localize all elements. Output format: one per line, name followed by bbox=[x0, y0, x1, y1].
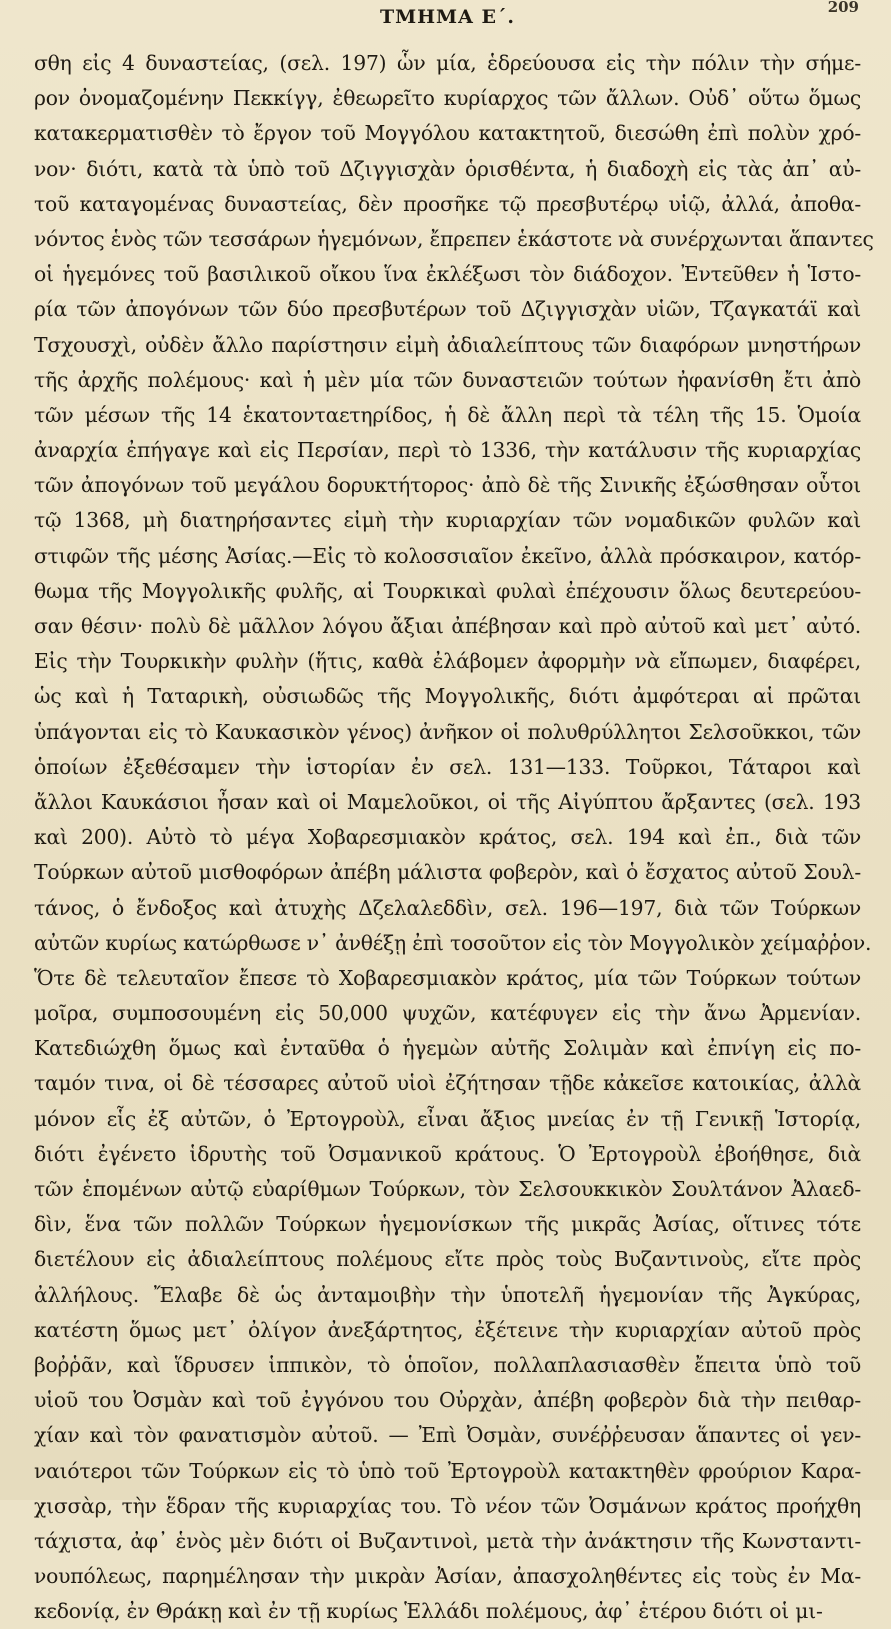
text-line: τῷ 1368, μὴ διατηρήσαντες εἰμὴ τὴν κυριαρχίαν τῶν νομαδικῶν φυλῶν καὶ bbox=[34, 508, 861, 533]
text-line: ὡς καὶ ἡ Ταταρικὴ, οὐσιωδῶς τῆς Μογγολικῆς, διότι ἀμφότεραι αἱ πρῶται bbox=[34, 684, 861, 709]
page-header bbox=[34, 0, 861, 34]
text-line: χίαν καὶ τὸν φανατισμὸν αὐτοῦ. — Ἐπὶ Ὀσμὰν, συνέῤῥευσαν ἅπαντες οἱ γεν- bbox=[34, 1423, 861, 1448]
text-line: δὶν, ἕνα τῶν πολλῶν Τούρκων ἡγεμονίσκων τῆς μικρᾶς Ἀσίας, οἵτινες τότε bbox=[34, 1212, 861, 1237]
text-line: χισσὰρ, τὴν ἕδραν τῆς κυριαρχίας του. Τὸ νέον τῶν Ὀσμάνων κράτος προήχθη bbox=[34, 1493, 861, 1518]
text-line: ρία τῶν ἀπογόνων τῶν δύο πρεσβυτέρων τοῦ Δζιγγισχὰν υἱῶν, Τζαγκατάϊ καὶ bbox=[34, 297, 861, 322]
text-line: Κατεδιώχθη ὅμως καὶ ἐνταῦθα ὁ ἡγεμὼν αὐτῆς Σολιμὰν καὶ ἐπνίγη εἰς πο- bbox=[34, 1036, 861, 1061]
text-line: Τούρκων αὐτοῦ μισθοφόρων ἀπέβη μάλιστα φοβερὸν, καὶ ὁ ἔσχατος αὐτοῦ Σουλ- bbox=[34, 860, 861, 885]
text-line: τάχιστα, ἀφ᾽ ἑνὸς μὲν διότι οἱ Βυζαντινοὶ, μετὰ τὴν ἀνάκτησιν τῆς Κωνσταντι- bbox=[34, 1528, 861, 1553]
text-line: ναιότεροι τῶν Τούρκων εἰς τὸ ὑπὸ τοῦ Ἐρτογροὺλ κατακτηθὲν φρούριον Καρα- bbox=[34, 1458, 861, 1483]
text-line: τῶν ἀπογόνων τοῦ μεγάλου δορυκτήτορος· ἀπὸ δὲ τῆς Σινικῆς ἐξώσθησαν οὗτοι bbox=[34, 473, 861, 498]
text-line: τῶν μέσων τῆς 14 ἑκατονταετηρίδος, ἡ δὲ ἄλλη περὶ τὰ τέλη τῆς 15. Ὁμοία bbox=[34, 402, 861, 427]
text-line: αὐτῶν κυρίως κατώρθωσε ν᾽ ἀνθέξῃ ἐπὶ τοσοῦτον εἰς τὸν Μογγολικὸν χείμαῤῥον. bbox=[34, 930, 872, 955]
text-body bbox=[34, 46, 874, 1629]
text-line: θωμα τῆς Μογγολικῆς φυλῆς, αἱ Τουρκικαὶ φυλαὶ ἐπέχουσιν ὅλως δευτερεύου- bbox=[34, 578, 861, 603]
text-line: Ὅτε δὲ τελευταῖον ἔπεσε τὸ Χοβαρεσμιακὸν κράτος, μία τῶν Τούρκων τούτων bbox=[34, 965, 861, 990]
text-line: ὁποίων ἐξεθέσαμεν τὴν ἱστορίαν ἐν σελ. 131—133. Τοῦρκοι, Τάταροι καὶ bbox=[34, 754, 861, 779]
text-line: κατακερματισθὲν τὸ ἔργον τοῦ Μογγόλου κατακτητοῦ, διεσώθη ἐπὶ πολὺν χρό- bbox=[34, 121, 861, 146]
text-line: τάνος, ὁ ἔνδοξος καὶ ἀτυχὴς Δζελαλεδδὶν, σελ. 196—197, διὰ τῶν Τούρκων bbox=[34, 895, 861, 920]
page-number: 209 bbox=[827, 0, 859, 16]
text-line: Τσχουσχὶ, οὐδὲν ἄλλο παρίστησιν εἰμὴ ἀδιαλείπτους τῶν διαφόρων μνηστήρων bbox=[34, 332, 861, 357]
text-line: τοῦ καταγομένας δυναστείας, δὲν προσῆκε τῷ πρεσβυτέρῳ υἱῷ, ἀλλά, ἀποθα- bbox=[34, 191, 861, 216]
text-line: στιφῶν τῆς μέσης Ἀσίας.—Εἰς τὸ κολοσσιαῖον ἐκεῖνο, ἀλλὰ πρόσκαιρον, κατόρ- bbox=[34, 543, 861, 568]
text-line: διότι ἐγένετο ἱδρυτὴς τοῦ Ὀσμανικοῦ κράτους. Ὁ Ἐρτογροὺλ ἐβοήθησε, διὰ bbox=[34, 1141, 861, 1166]
text-line: οἱ ἡγεμόνες τοῦ βασιλικοῦ οἴκου ἵνα ἐκλέξωσι τὸν διάδοχον. Ἐντεῦθεν ἡ Ἱστο- bbox=[34, 262, 861, 287]
text-line: ἄλλοι Καυκάσιοι ἦσαν καὶ οἱ Μαμελοῦκοι, οἱ τῆς Αἰγύπτου ἄρξαντες (σελ. 193 bbox=[34, 789, 861, 814]
text-line: ταμόν τινα, οἱ δὲ τέσσαρες αὐτοῦ υἱοὶ ἐζήτησαν τῇδε κἀκεῖσε κατοικίας, ἀλλὰ bbox=[34, 1071, 861, 1096]
text-line: μόνον εἷς ἐξ αὐτῶν, ὁ Ἐρτογροὺλ, εἶναι ἄξιος μνείας ἐν τῇ Γενικῇ Ἱστορίᾳ, bbox=[34, 1106, 861, 1131]
text-line: τῶν ἑπομένων αὐτῷ εὐαρίθμων Τούρκων, τὸν Σελσουκκικὸν Σουλτάνον Ἀλαεδ- bbox=[34, 1177, 861, 1201]
text-line: ὑπάγονται εἰς τὸ Καυκασικὸν γένος) ἀνῆκον οἱ πολυθρύλλητοι Σελσοῦκκοι, τῶν bbox=[34, 719, 861, 744]
text-line: τῆς ἀρχῆς πολέμους· καὶ ἡ μὲν μία τῶν δυναστειῶν τούτων ἠφανίσθη ἔτι ἀπὸ bbox=[34, 367, 861, 392]
text-line: διετέλουν εἰς ἀδιαλείπτους πολέμους εἴτε πρὸς τοὺς Βυζαντινοὺς, εἴτε πρὸς bbox=[34, 1247, 861, 1272]
text-line: ρον ὀνομαζομένην Πεκκίγγ, ἐθεωρεῖτο κυρίαρχος τῶν ἄλλων. Οὐδ᾽ οὕτω ὅμως bbox=[34, 86, 861, 111]
text-line: νον· διότι, κατὰ τὰ ὑπὸ τοῦ Δζιγγισχὰν ὁρισθέντα, ἡ διαδοχὴ εἰς τὰς ἀπ᾽ αὐ- bbox=[34, 156, 861, 181]
text-line: σαν θέσιν· πολὺ δὲ μᾶλλον λόγου ἄξιαι ἀπέβησαν καὶ πρὸ αὐτοῦ καὶ μετ᾽ αὐτό. bbox=[34, 614, 861, 638]
text-line: κατέστη ὅμως μετ᾽ ὀλίγον ἀνεξάρτητος, ἐξέτεινε τὴν κυριαρχίαν αὐτοῦ πρὸς bbox=[34, 1317, 861, 1342]
page-title: ΤΜΗΜΑ Ε΄. bbox=[379, 6, 516, 28]
text-line: βοῤῥᾶν, καὶ ἵδρυσεν ἱππικὸν, τὸ ὁποῖον, πολλαπλασιασθὲν ἔπειτα ὑπὸ τοῦ bbox=[34, 1352, 861, 1377]
text-line: σθη εἰς 4 δυναστείας, (σελ. 197) ὧν μία, ἑδρεύουσα εἰς τὴν πόλιν τὴν σήμε- bbox=[34, 51, 861, 75]
text-line: μοῖρα, συμποσουμένη εἰς 50,000 ψυχῶν, κατέφυγεν εἰς τὴν ἄνω Ἀρμενίαν. bbox=[34, 1001, 861, 1026]
text-line: ἀναρχία ἐπήγαγε καὶ εἰς Περσίαν, περὶ τὸ 1336, τὴν κατάλυσιν τῆς κυριαρχίας bbox=[34, 438, 861, 463]
text-line: κεδονίᾳ, ἐν Θράκῃ καὶ ἐν τῇ κυρίως Ἑλλάδι πολέμους, ἀφ᾽ ἑτέρου διότι οἱ μι- bbox=[34, 1599, 823, 1624]
text-line: νόντος ἑνὸς τῶν τεσσάρων ἡγεμόνων, ἔπρεπεν ἑκάστοτε νὰ συνέρχωνται ἅπαντες bbox=[34, 226, 874, 251]
text-line: καὶ 200). Αὐτὸ τὸ μέγα Χοβαρεσμιακὸν κράτος, σελ. 194 καὶ ἐπ., διὰ τῶν bbox=[34, 825, 861, 850]
text-line: Εἰς τὴν Τουρκικὴν φυλὴν (ἥτις, καθὰ ἐλάβομεν ἀφορμὴν νὰ εἴπωμεν, διαφέρει, bbox=[34, 649, 861, 674]
text-line: υἱοῦ του Ὀσμὰν καὶ τοῦ ἐγγόνου του Οὐρχὰν, ἀπέβη φοβερὸν διὰ τὴν πειθαρ- bbox=[34, 1388, 861, 1413]
text-line: ἀλλήλους. Ἔλαβε δὲ ὡς ἀνταμοιβὴν τὴν ὑποτελῆ ἡγεμονίαν τῆς Ἀγκύρας, bbox=[34, 1282, 861, 1307]
text-line: νουπόλεως, παρημέλησαν τὴν μικρὰν Ἀσίαν, ἀπασχοληθέντες εἰς τοὺς ἐν Μα- bbox=[34, 1564, 861, 1589]
